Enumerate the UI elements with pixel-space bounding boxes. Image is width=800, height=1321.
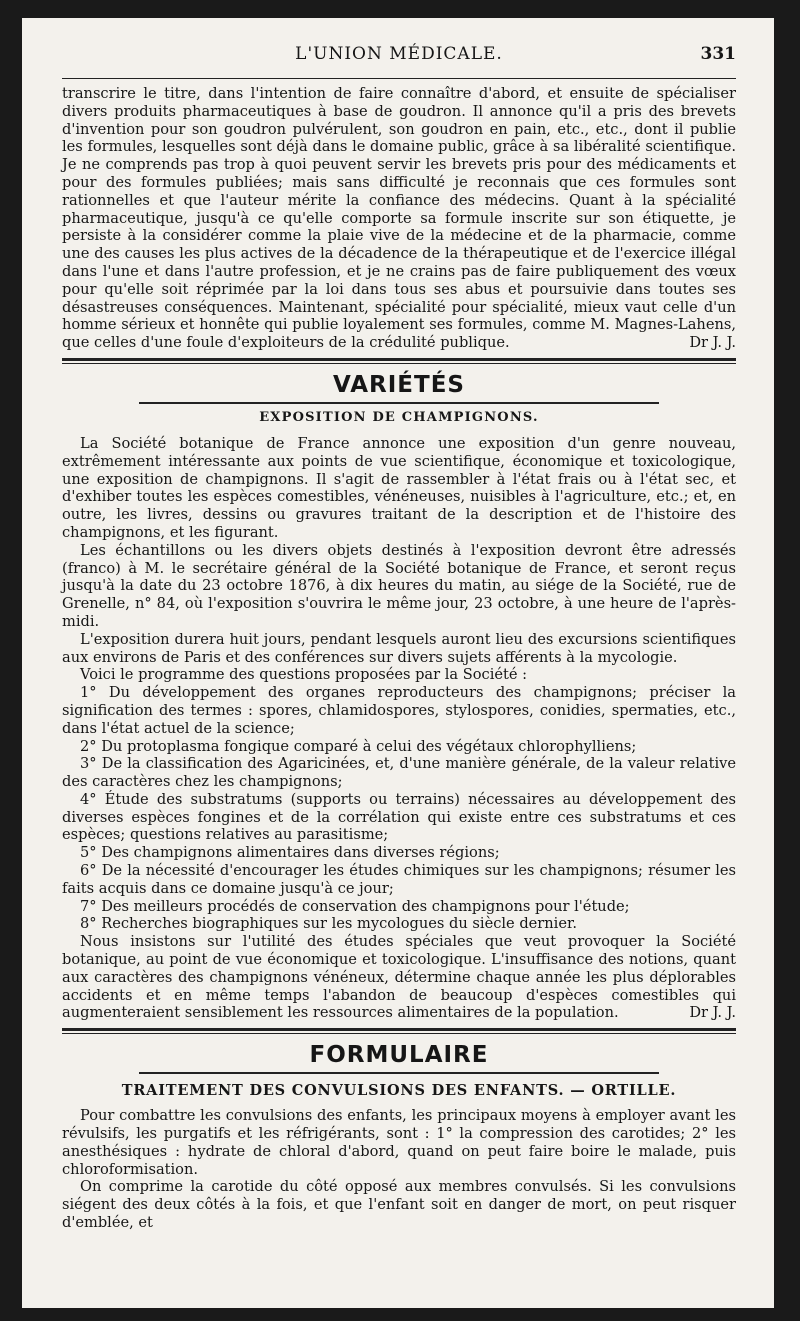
- section-divider-2: [62, 1028, 736, 1034]
- question-6: 6° De la nécessité d'encourager les études chimiques sur les champignons; résumer les faits acquis dans ce domaine jusqu'à ce jour;: [62, 862, 736, 897]
- intro-paragraph: [62, 85, 736, 352]
- varietes-paragraph-3: L'exposition durera huit jours, pendant lesquels auront lieu des excursions scientifiques aux environs de Paris et des conférences sur divers sujets afférents à la mycologie.: [62, 630, 736, 666]
- formulaire-title: FORMULAIRE: [309, 1042, 489, 1069]
- header-rule: [62, 78, 736, 79]
- question-3: 3° De la classification des Agaricinées, et, d'une manière générale, de la valeur relative des caractères chez les champignons;: [62, 755, 736, 791]
- intro-text: transcrire le titre, dans l'intention de faire connaître d'abord, et ensuite de spécialiser divers produits pharmaceutiques à base de goudron. Il annonce qu'il a pris des brevets d'invention pour son goudron pulvérulent, son goudron en pain, etc., etc., dont il publie les formules, lesquelles sont déjà dans le domaine public, grâce à sa libéralité scientifique. Je ne comprends pas trop à quoi peuvent servir les brevets pris pour des médicaments et pour des formules publiées; mais sans difficulté je reconnais que ces formules sont rationnelles et que l'auteur mérite la confiance des médecins. Quant à la spécialité pharmaceutique, jusqu'à ce qu'elle comporte sa formule inscrite sur son étiquette, je persiste à la considérer comme la plaie vive de la médecine et de la pharmacie, comme une des causes les plus actives de la décadence de la thérapeutique et de l'exercice illégal dans l'une et dans l'autre profession, et je ne crains pas de faire publiquement des vœux pour qu'elle soit réprimée par la loi dans tous ses abus et poursuivie dans toutes ses désastreuses conséquences. Maintenant, spécialité pour spécialité, mieux vaut celle d'un homme sérieux et honnête qui publie loyalement ses formules, comme M. Magnes-Lahens, que celles d'une foule d'exploiteurs de la crédulité publique.: [62, 85, 736, 352]
- varietes-paragraph-2: Les échantillons ou les divers objets destinés à l'exposition devront être adressés (franco) à M. le secrétaire général de la Société botanique de France, et seront reçus jusqu'à la date du 23 octobre 1876, à dix heures du matin, au siége de la Société, rue de Grenelle, n° 84, où l'exposition s'ouvrira le même jour, 23 octobre, à une heure de l'après-midi.: [62, 541, 736, 630]
- question-7: 7° Des meilleurs procédés de conservation des champignons pour l'étude;: [80, 897, 630, 915]
- formulaire-paragraph-1: Pour combattre les convulsions des enfants, les principaux moyens à employer avant les révulsifs, les purgatifs et les réfrigérants, sont : 1° la compression des carotides; 2° les anesthésiques : hydrate de chloral d'abord, quand on peut faire boire le malade, puis chloroformisation.: [62, 1107, 736, 1178]
- section-divider: [62, 358, 736, 364]
- journal-title: L'UNION MÉDICALE.: [295, 44, 503, 64]
- formulaire-subtitle: TRAITEMENT DES CONVULSIONS DES ENFANTS. — ORTILLE.: [121, 1082, 677, 1100]
- varietes-signature: Dr J. J.: [689, 1004, 736, 1022]
- varietes-closing-paragraph: [62, 933, 736, 1022]
- formulaire-rule: [139, 1072, 659, 1074]
- running-header: [62, 18, 736, 74]
- formulaire-paragraph-2: On comprime la carotide du côté opposé aux membres convulsés. Si les convulsions siégent des deux côtés à la fois, et que l'enfant soit en danger de mort, on peut risquer d'emblée, et: [62, 1178, 736, 1232]
- varietes-closing-text: Nous insistons sur l'utilité des études spéciales que veut provoquer la Société botanique, au point de vue économique et toxicologique. L'insuffisance des notions, quant aux caractères des champignons vénéneux, détermine chaque année les plus déplorables accidents et en même temps l'abandon de beaucoup d'espèces comestibles qui augmenteraient sensiblement les ressources alimentaires de la population.: [62, 933, 736, 1022]
- question-8: 8° Recherches biographiques sur les mycologues du siècle dernier.: [80, 915, 577, 933]
- varietes-title: VARIÉTÉS: [333, 371, 465, 398]
- document-page: [22, 18, 774, 1308]
- formulaire-section: [62, 1042, 736, 1232]
- varietes-subtitle: EXPOSITION DE CHAMPIGNONS.: [259, 409, 539, 425]
- question-2: 2° Du protoplasma fongique comparé à celui des végétaux chlorophylliens;: [80, 737, 637, 755]
- question-1: 1° Du développement des organes reproducteurs des champignons; préciser la signification des termes : spores, chlamidospores, stylospores, conidies, spermaties, etc., dans l'état actuel de la science;: [62, 684, 736, 737]
- intro-signature: Dr J. J.: [689, 334, 736, 352]
- varietes-paragraph-4: Voici le programme des questions proposées par la Société :: [80, 666, 528, 684]
- intro-article: [62, 85, 736, 352]
- varietes-paragraph-1: La Société botanique de France annonce une exposition d'un genre nouveau, extrêmement intéressante aux points de vue scientifique, économique et toxicologique, une exposition de champignons. Il s'agit de rassembler à l'état frais ou à l'état sec, et d'exhiber toutes les espèces comestibles, vénéneuses, nuisibles à l'agriculture, etc.; et, en outre, les livres, dessins ou gravures traitant de la description et de l'histoire des champignons, et les figurant.: [62, 434, 736, 541]
- page-number: 331: [700, 44, 736, 64]
- question-4: 4° Étude des substratums (supports ou terrains) nécessaires au développement des diverses espèces fongines et de la corrélation qui existe entre ces substratums et ces espèces; questions relatives au parasitisme;: [62, 790, 736, 844]
- question-5: 5° Des champignons alimentaires dans diverses régions;: [80, 844, 500, 862]
- varietes-section: [62, 372, 736, 1022]
- varietes-rule: [139, 402, 659, 404]
